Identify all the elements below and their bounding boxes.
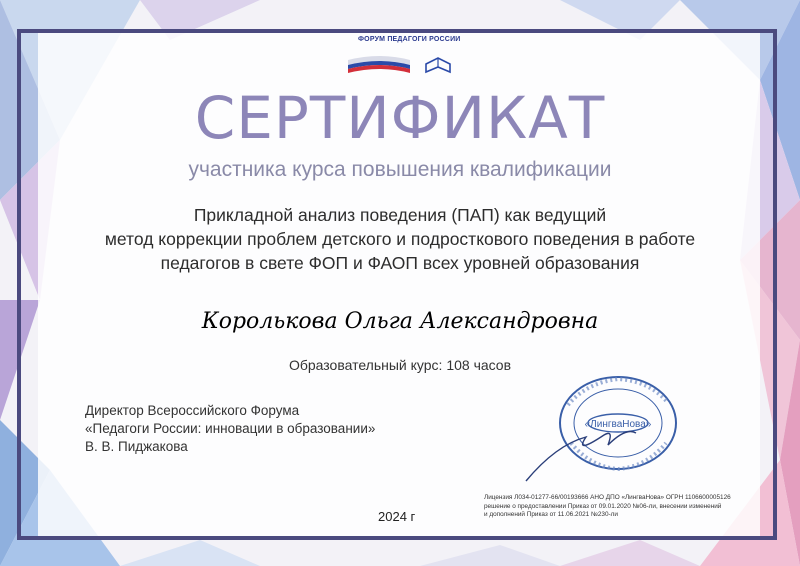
- course-line: педагогов в свете ФОП и ФАОП всех уровней образования: [160, 253, 640, 273]
- certificate-year: 2024 г: [378, 509, 416, 524]
- course-hours: Образовательный курс: 108 часов: [288, 357, 512, 373]
- license-line: решение о предоставлении Приказ от 09.01.2020 №06-ли, внесении изменений: [484, 502, 722, 510]
- forum-logo-icon: [340, 38, 470, 78]
- director-line: Директор Всероссийского Форума: [85, 403, 300, 418]
- license-line: Лицензия Л034-01277-66/00193666 АНО ДПО «ЛингваНова» ОГРН 1106600005126: [484, 494, 731, 501]
- certificate-title: СЕРТИФИКАТ: [194, 84, 606, 152]
- course-title: [90, 203, 710, 275]
- course-line: Прикладной анализ поведения (ПАП) как ведущий: [193, 205, 607, 225]
- certificate-subtitle: участника курса повышения квалификации: [188, 158, 612, 181]
- director-line: В. В. Пиджакова: [85, 439, 188, 454]
- director-signature-block: [85, 402, 375, 456]
- recipient-name: Королькова Ольга Александровна: [201, 309, 599, 334]
- stamp-center-text: «ЛингваНова»: [584, 419, 652, 430]
- course-line: метод коррекции проблем детского и подросткового поведения в работе: [104, 229, 696, 249]
- license-line: и дополнений Приказ от 11.06.2021 №230-ли: [484, 511, 618, 518]
- license-text: [484, 494, 731, 520]
- seal-stamp-icon: [516, 375, 694, 485]
- director-line: «Педагоги России: инновации в образовании»: [85, 421, 376, 436]
- forum-logo-text: ФОРУМ ПЕДАГОГИ РОССИИ: [358, 36, 461, 43]
